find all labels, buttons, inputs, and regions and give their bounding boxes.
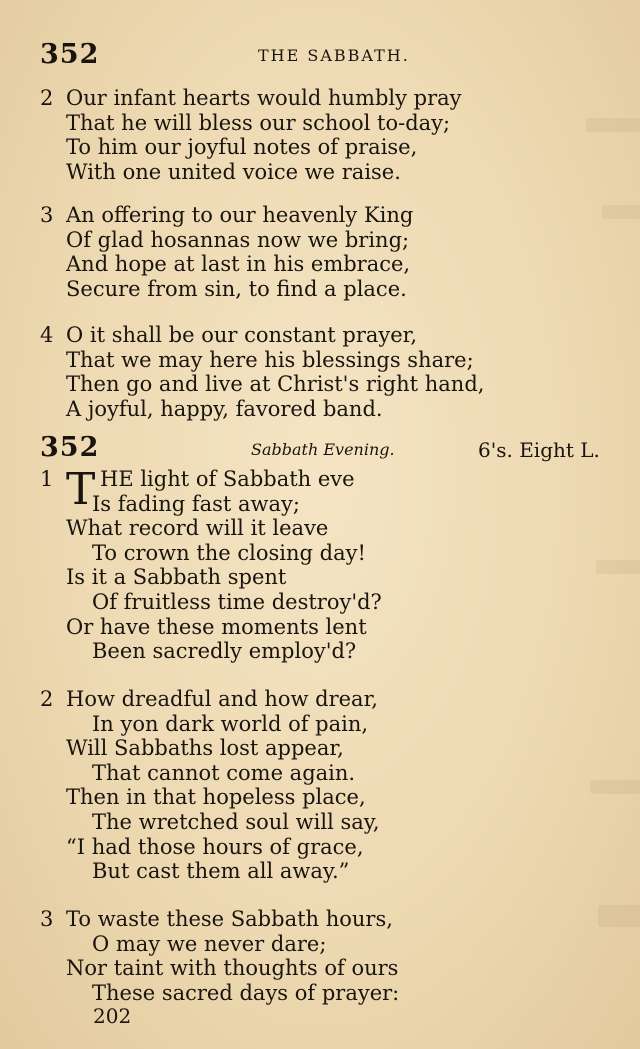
verse-line (40, 277, 620, 302)
verse-text: That cannot come again. (92, 760, 356, 785)
verse-line (40, 687, 620, 712)
verse-text: Will Sabbaths lost appear, (66, 736, 344, 761)
verse-text: O may we never dare; (92, 931, 327, 956)
stanza-prev-2 (40, 86, 620, 184)
running-title: THE SABBATH. (258, 46, 410, 65)
verse-line (40, 590, 620, 615)
verse-text: And hope at last in his embrace, (66, 252, 411, 277)
hymn-stanza-1 (40, 464, 620, 664)
verse-line (40, 736, 620, 761)
verse-text: Of fruitless time destroy'd? (92, 589, 382, 614)
verse-text: Then in that hopeless place, (66, 785, 366, 810)
verse-text: To crown the closing day! (92, 540, 366, 565)
verse-line (40, 372, 620, 397)
verse-text: In yon dark world of pain, (92, 711, 369, 736)
verse-line (40, 160, 620, 185)
verse-text: To waste these Sabbath hours, (66, 907, 393, 931)
verse-line (40, 111, 620, 136)
page-header (40, 40, 630, 80)
stanza-number: 1 (40, 467, 54, 491)
verse-text: Is it a Sabbath spent (66, 565, 287, 590)
verse-line (40, 639, 620, 664)
verse-text: Nor taint with thoughts of ours (66, 956, 399, 981)
drop-cap: T (66, 464, 96, 515)
verse-line (40, 712, 620, 737)
hymn-number: 352 (40, 432, 100, 463)
verse-text: Or have these moments lent (66, 614, 367, 639)
hymn-stanza-3 (40, 907, 620, 1005)
verse-line (40, 348, 620, 373)
verse-line (40, 932, 620, 957)
page-number: 352 (40, 39, 100, 70)
verse-text: A joyful, happy, favored band. (66, 396, 383, 421)
verse-line (40, 810, 620, 835)
verse-line (40, 859, 620, 884)
verse-text: Been sacredly employ'd? (92, 639, 357, 664)
verse-text: Is fading fast away; (92, 491, 300, 516)
verse-line (40, 956, 620, 981)
verse-line (40, 835, 620, 860)
verse-line (40, 565, 620, 590)
verse-text: These sacred days of prayer: (92, 980, 400, 1005)
verse-text: Of glad hosannas now we bring; (66, 227, 410, 252)
stanza-prev-3 (40, 203, 620, 301)
verse-line (40, 761, 620, 786)
verse-text: How dreadful and how drear, (66, 687, 378, 711)
verse-line (40, 397, 620, 422)
verse-line (40, 203, 620, 228)
verse-line (40, 615, 620, 640)
verse-line (40, 907, 620, 932)
stanza-number: 2 (40, 86, 54, 110)
verse-text: That he will bless our school to-day; (66, 110, 451, 135)
verse-text: Secure from sin, to find a place. (66, 276, 407, 301)
stanza-number: 3 (40, 907, 54, 931)
verse-text: Our infant hearts would humbly pray (66, 86, 462, 110)
verse-text: The wretched soul will say, (92, 809, 380, 834)
hymn-heading (40, 433, 630, 467)
verse-text: What record will it leave (66, 516, 329, 541)
verse-text: HE light of Sabbath eve (100, 467, 355, 491)
verse-line (40, 228, 620, 253)
verse-text: Then go and live at Christ's right hand, (66, 372, 485, 397)
verse-text: But cast them all away.” (92, 859, 350, 884)
verse-line (40, 492, 620, 517)
verse-text: “I had those hours of grace, (66, 834, 364, 859)
hymn-stanza-2 (40, 687, 620, 884)
verse-line (40, 252, 620, 277)
verse-text: O it shall be our constant prayer, (66, 323, 418, 347)
verse-line (40, 516, 620, 541)
verse-line (40, 323, 620, 348)
signature-mark: 202 (93, 1004, 132, 1028)
stanza-number: 2 (40, 687, 54, 711)
hymn-meter: 6's. Eight L. (478, 438, 600, 462)
verse-text: That we may here his blessings share; (66, 347, 474, 372)
verse-line (40, 541, 620, 566)
verse-line (40, 135, 620, 160)
verse-line (40, 86, 620, 111)
verse-text: An offering to our heavenly King (66, 203, 414, 227)
verse-line (40, 785, 620, 810)
stanza-number: 3 (40, 203, 54, 227)
verse-text: To him our joyful notes of praise, (66, 135, 418, 160)
stanza-number: 4 (40, 323, 54, 347)
stanza-prev-4 (40, 323, 620, 421)
hymn-title: Sabbath Evening. (251, 440, 395, 459)
verse-line (40, 981, 620, 1006)
verse-text: With one united voice we raise. (66, 159, 401, 184)
